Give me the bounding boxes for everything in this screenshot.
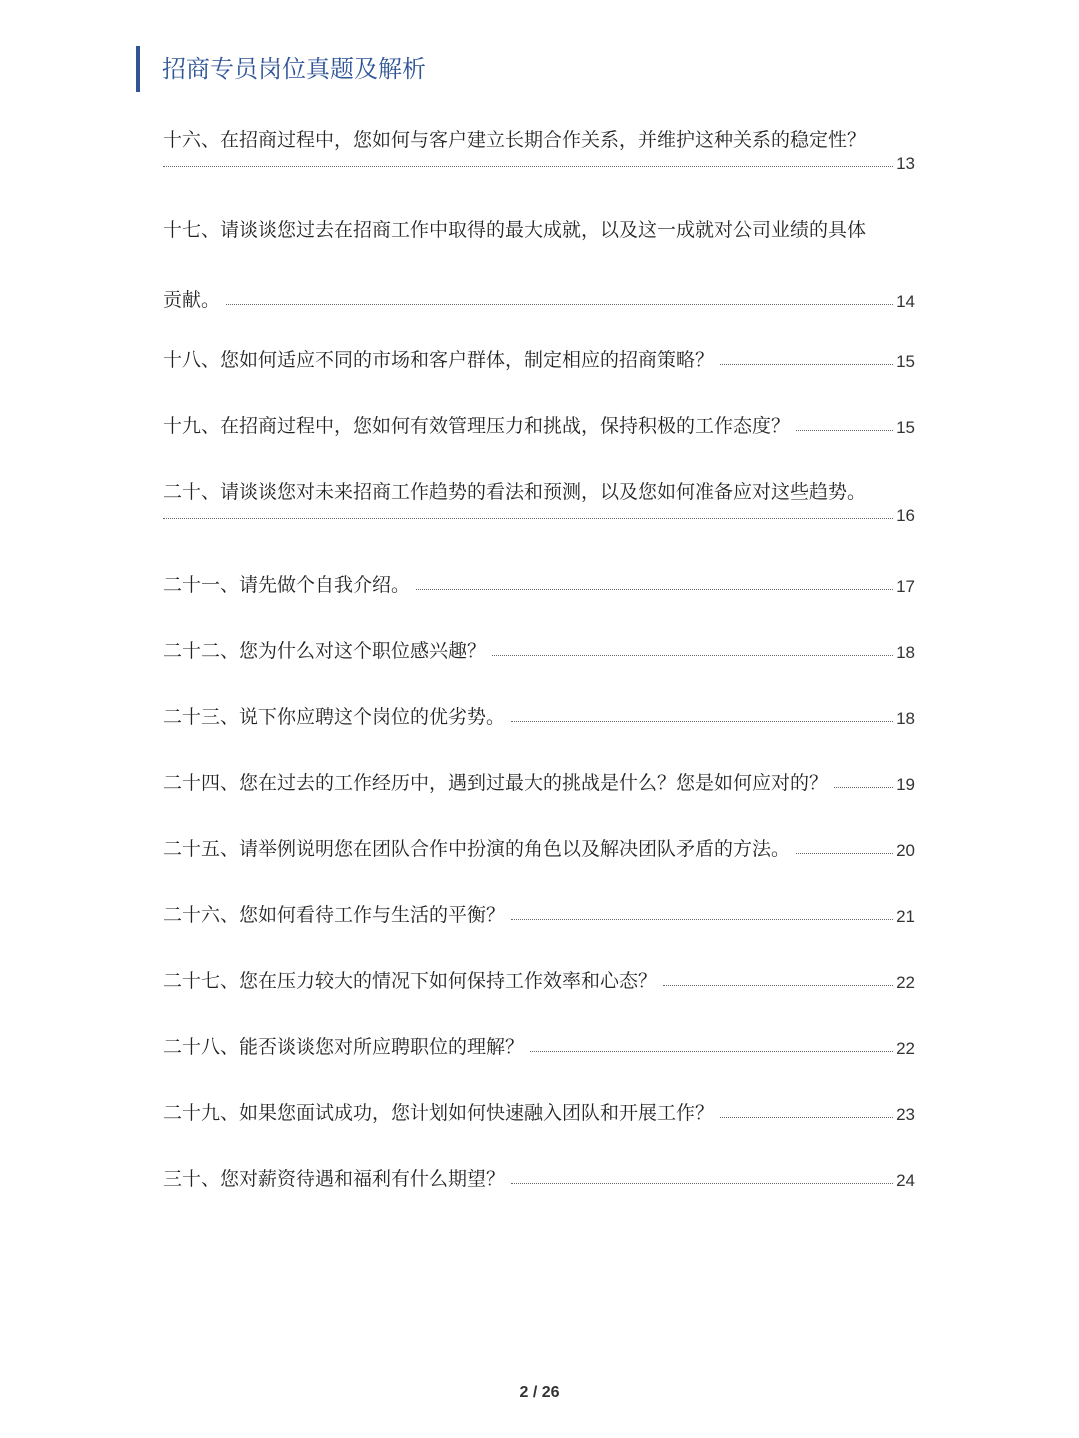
toc-entry-row bbox=[163, 553, 915, 597]
toc-entry-text: 二十三、说下你应聘这个岗位的优劣势。 bbox=[163, 706, 506, 728]
toc-entry-text: 二十六、您如何看待工作与生活的平衡？ bbox=[163, 904, 506, 926]
toc-entry-row bbox=[163, 751, 915, 795]
dotted-leader bbox=[796, 430, 893, 431]
toc-page-number: 18 bbox=[896, 709, 915, 728]
toc-entry-row bbox=[163, 1147, 915, 1191]
toc-entry-text: 二十七、您在压力较大的情况下如何保持工作效率和心态？ bbox=[163, 970, 658, 992]
dotted-leader bbox=[720, 1117, 893, 1118]
toc-entry-row bbox=[163, 817, 915, 861]
toc-entry[interactable] bbox=[163, 553, 915, 597]
dotted-leader bbox=[163, 518, 893, 519]
toc-page-number: 24 bbox=[896, 1171, 915, 1190]
toc-entry[interactable] bbox=[163, 1015, 915, 1059]
toc-entry[interactable] bbox=[163, 751, 915, 795]
toc-entry-text: 十九、在招商过程中，您如何有效管理压力和挑战，保持积极的工作态度？ bbox=[163, 415, 791, 437]
toc-entry[interactable] bbox=[163, 394, 915, 438]
dotted-leader bbox=[163, 166, 893, 167]
toc-entry[interactable] bbox=[163, 883, 915, 927]
dotted-leader bbox=[663, 985, 893, 986]
toc-page-number: 15 bbox=[896, 418, 915, 437]
dotted-leader bbox=[530, 1051, 893, 1052]
toc-entry-row bbox=[163, 685, 915, 729]
header-accent-bar bbox=[136, 46, 140, 92]
toc-entry-row bbox=[163, 504, 915, 526]
toc-entry-text: 二十、请谈谈您对未来招商工作趋势的看法和预测，以及您如何准备应对这些趋势。 bbox=[163, 481, 867, 503]
toc-page-number: 14 bbox=[896, 292, 915, 311]
toc-entry[interactable] bbox=[163, 949, 915, 993]
toc-entry-text: 十七、请谈谈您过去在招商工作中取得的最大成就，以及这一成就对公司业绩的具体 bbox=[163, 219, 867, 241]
toc-entry[interactable] bbox=[163, 108, 915, 174]
toc-entry[interactable] bbox=[163, 685, 915, 729]
toc-page-number: 18 bbox=[896, 643, 915, 662]
toc-entry-row bbox=[163, 1015, 915, 1059]
dotted-leader bbox=[511, 1183, 893, 1184]
dotted-leader bbox=[511, 721, 893, 722]
dotted-leader bbox=[796, 853, 893, 854]
toc-entry-row bbox=[163, 394, 915, 438]
toc-page-number: 22 bbox=[896, 973, 915, 992]
toc-entry-row bbox=[163, 242, 915, 312]
dotted-leader bbox=[511, 919, 893, 920]
toc-page-number: 19 bbox=[896, 775, 915, 794]
dotted-leader bbox=[492, 655, 893, 656]
toc-entry[interactable] bbox=[163, 817, 915, 861]
toc-entry-text: 三十、您对薪资待遇和福利有什么期望？ bbox=[163, 1168, 506, 1190]
toc-entry-row bbox=[163, 152, 915, 174]
dotted-leader bbox=[226, 304, 893, 305]
toc-entry-row bbox=[163, 1081, 915, 1125]
toc-entry[interactable] bbox=[163, 619, 915, 663]
toc-entry-text: 二十二、您为什么对这个职位感兴趣？ bbox=[163, 640, 487, 662]
toc-entry-text: 二十九、如果您面试成功，您计划如何快速融入团队和开展工作？ bbox=[163, 1102, 715, 1124]
toc-entry-text: 十六、在招商过程中，您如何与客户建立长期合作关系，并维护这种关系的稳定性？ bbox=[163, 129, 867, 151]
toc-entry[interactable] bbox=[163, 460, 915, 526]
toc-page-number: 20 bbox=[896, 841, 915, 860]
toc-entry-text: 二十四、您在过去的工作经历中，遇到过最大的挑战是什么？您是如何应对的？ bbox=[163, 772, 829, 794]
toc-page-number: 13 bbox=[896, 154, 915, 173]
toc-entry-row bbox=[163, 949, 915, 993]
toc-entry[interactable] bbox=[163, 328, 915, 372]
toc-entry-row bbox=[163, 619, 915, 663]
toc-entry[interactable] bbox=[163, 1081, 915, 1125]
toc-page-number: 17 bbox=[896, 577, 915, 596]
toc-entry-text: 二十一、请先做个自我介绍。 bbox=[163, 574, 411, 596]
toc-entry-row bbox=[163, 883, 915, 927]
toc-entry-text: 二十八、能否谈谈您对所应聘职位的理解？ bbox=[163, 1036, 525, 1058]
toc-entry[interactable] bbox=[163, 198, 915, 312]
toc-page-number: 16 bbox=[896, 506, 915, 525]
toc-page-number: 15 bbox=[896, 352, 915, 371]
toc-entry-text: 十八、您如何适应不同的市场和客户群体，制定相应的招商策略？ bbox=[163, 349, 715, 371]
dotted-leader bbox=[720, 364, 893, 365]
toc-page-number: 22 bbox=[896, 1039, 915, 1058]
dotted-leader bbox=[834, 787, 893, 788]
document-title: 招商专员岗位真题及解析 bbox=[162, 55, 426, 83]
toc-entry-text: 贡献。 bbox=[163, 289, 221, 311]
toc-entry[interactable] bbox=[163, 1147, 915, 1191]
toc-entry-text: 二十五、请举例说明您在团队合作中扮演的角色以及解决团队矛盾的方法。 bbox=[163, 838, 791, 860]
page-number: 2 / 26 bbox=[519, 1384, 560, 1401]
dotted-leader bbox=[416, 589, 893, 590]
toc-entry-row bbox=[163, 328, 915, 372]
toc-page-number: 23 bbox=[896, 1105, 915, 1124]
toc-page-number: 21 bbox=[896, 907, 915, 926]
